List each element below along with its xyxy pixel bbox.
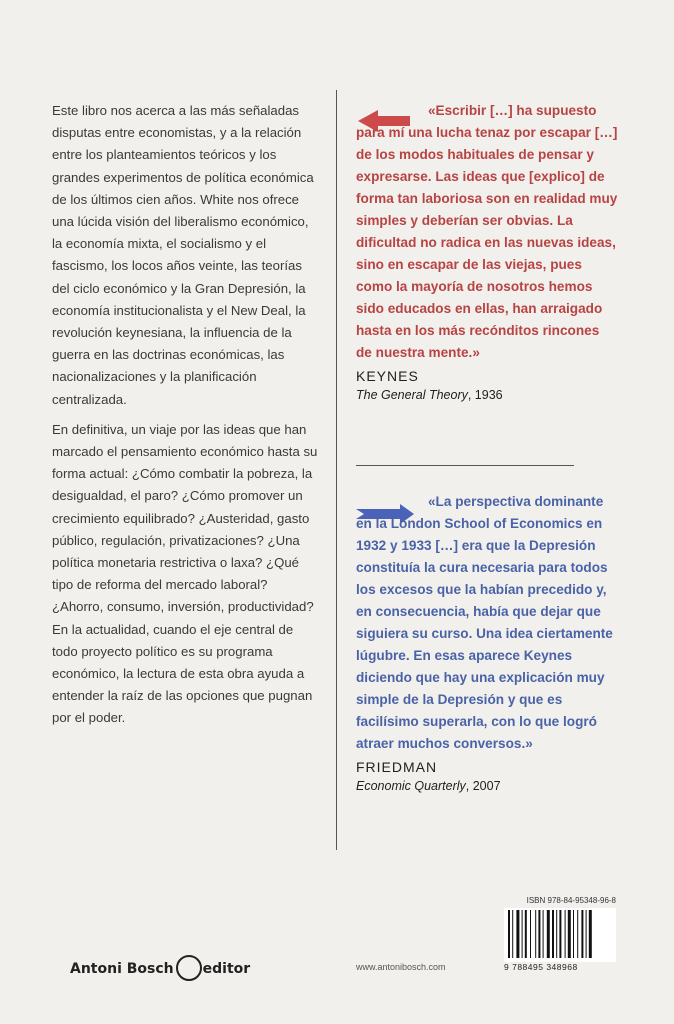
horizontal-divider	[356, 465, 574, 466]
publisher-suffix: editor	[202, 961, 251, 977]
keynes-source: The General Theory, 1936	[356, 388, 503, 402]
publisher-logo	[70, 956, 250, 982]
book-description	[52, 100, 320, 738]
description-paragraph-1: Este libro nos acerca a las más señaladas disputas entre economistas, y a la relación entre los planteamientos teóricos y los grandes experimentos de política económica de los últimos cien años. White nos ofrece una lúcida visión del liberalismo económico, la economía mixta, el socialismo y el fascismo, los locos años veinte, las teorías del ciclo económico y la Gran Depresión, la economía institucionalista y el New Deal, la revolución keynesiana, la influencia de la guerra en las doctrinas económicas, las nacionalizaciones y la planificación centralizada.	[52, 103, 314, 407]
description-paragraph-2: En definitiva, un viaje por las ideas que han marcado el pensamiento económico hasta su forma actual: ¿Cómo combatir la pobreza, la desigualdad, el paro? ¿Cómo promover un crecimiento equilibrado? ¿Austeridad, gasto público, regulación, privatizaciones? ¿Una política monetaria restrictiva o laxa? ¿Qué tipo de reforma del mercado laboral? ¿Ahorro, consumo, inversión, productividad? En la actualidad, cuando el eje central de todo proyecto político es su programa económico, la lectura de esta obra ayuda a entender la raíz de las opciones que pugnan por el poder.	[52, 421, 318, 726]
keynes-quote-block	[356, 100, 618, 402]
isbn-label: ISBN 978-84-95348-96-8	[526, 896, 616, 905]
keynes-quote-text: «Escribir […] ha supuesto para mí una lucha tenaz por escapar […] de los modos habituales de pensar y expresarse. Las ideas que [explico] de forma tan laboriosa son en realidad muy simples y deberían ser obvias. La dificultad no radica en las nuevas ideas, sino en escapar de las viejas, pues como la mayoría de nosotros hemos sido educados en ellas, han arraigado hasta en los más recónditos rincones de nuestra mente.»	[356, 103, 618, 360]
vertical-divider	[336, 90, 337, 850]
publisher-name: Antoni Bosch	[70, 961, 174, 977]
friedman-quote-block	[356, 491, 618, 793]
keynes-author: KEYNES	[356, 368, 419, 384]
friedman-source: Economic Quarterly, 2007	[356, 779, 501, 793]
barcode-icon	[504, 908, 616, 962]
publisher-website: www.antonibosch.com	[356, 962, 446, 972]
publisher-ring-icon	[176, 955, 202, 981]
barcode-digits: 9 788495 348968	[504, 962, 578, 972]
friedman-author: FRIEDMAN	[356, 759, 438, 775]
friedman-quote-text: «La perspectiva dominante en la London School of Economics en 1932 y 1933 […] era que la Depresión constituía la cura necesaria para todos los excesos que la habían precedido y, en consecuencia, había que dejar que siguiera su curso. Una idea ciertamente lúgubre. En esas aparece Keynes diciendo que hay una explicación muy simple de la Depresión y que es facilísimo superarla, con lo que logró atraer muchos conversos.»	[356, 494, 613, 751]
